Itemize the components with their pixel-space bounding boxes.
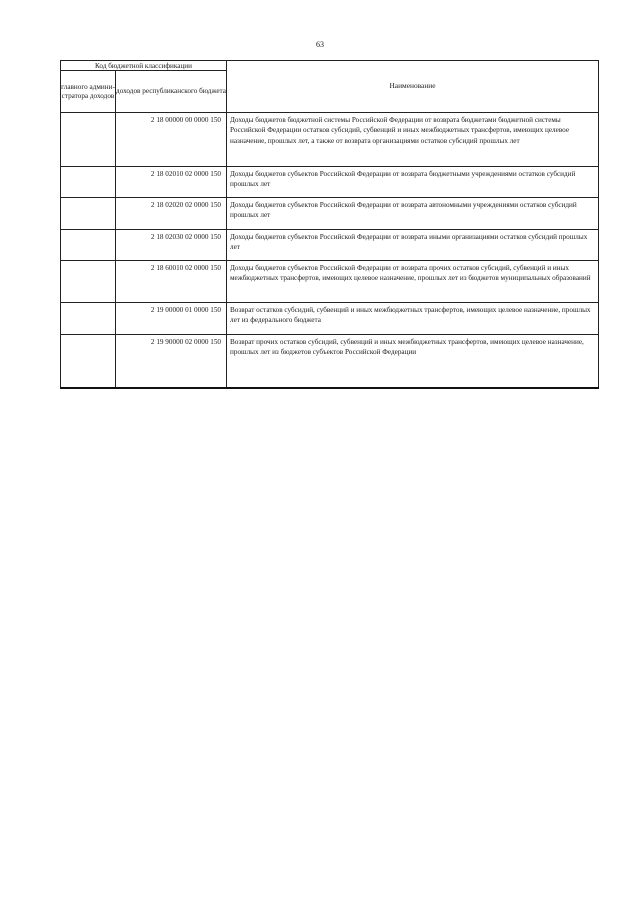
header-budget-classification-code: Код бюджетной классификации [61, 61, 227, 71]
cell-admin [61, 198, 116, 230]
cell-code: 2 19 90000 02 0000 150 [116, 335, 227, 389]
table-row [61, 113, 599, 167]
cell-admin [61, 230, 116, 261]
cell-name: Возврат прочих остатков субсидий, субвенций и иных межбюджетных трансфертов, имеющих целевое назначение, прошлых лет из бюджетов субъектов Российской Федерации [227, 335, 599, 389]
cell-code: 2 18 00000 00 0000 150 [116, 113, 227, 167]
header-chief-administrator: главного админи-стратора доходов [61, 71, 116, 113]
budget-classification-table [60, 60, 599, 389]
cell-admin [61, 167, 116, 198]
cell-name: Доходы бюджетов бюджетной системы Российской Федерации от возврата бюджетами бюджетной системы Российской Федерации остатков субсидий, субвенций и иных межбюджетных трансфертов, имеющих целевое назначение, прошлых лет, а также от возврата организациями остатков субсидий прошлых лет [227, 113, 599, 167]
cell-admin [61, 113, 116, 167]
cell-name: Доходы бюджетов субъектов Российской Федерации от возврата бюджетными учреждениями остатков субсидий прошлых лет [227, 167, 599, 198]
table-row [61, 198, 599, 230]
cell-admin [61, 303, 116, 335]
table-row [61, 303, 599, 335]
header-name: Наименование [227, 61, 599, 113]
cell-name: Доходы бюджетов субъектов Российской Федерации от возврата прочих остатков субсидий, субвенций и иных межбюджетных трансфертов, имеющих целевое назначение, прошлых лет из бюджетов муниципальных образований [227, 261, 599, 303]
cell-code: 2 19 00000 01 0000 150 [116, 303, 227, 335]
cell-code: 2 18 02020 02 0000 150 [116, 198, 227, 230]
table-row [61, 230, 599, 261]
cell-admin [61, 335, 116, 389]
cell-name: Доходы бюджетов субъектов Российской Федерации от возврата иными организациями остатков субсидий прошлых лет [227, 230, 599, 261]
cell-name: Возврат остатков субсидий, субвенций и иных межбюджетных трансфертов, имеющих целевое назначение, прошлых лет из федерального бюджета [227, 303, 599, 335]
table-row [61, 335, 599, 389]
cell-code: 2 18 02030 02 0000 150 [116, 230, 227, 261]
page-number: 63 [316, 40, 324, 49]
cell-code: 2 18 02010 02 0000 150 [116, 167, 227, 198]
cell-name: Доходы бюджетов субъектов Российской Федерации от возврата автономными учреждениями остатков субсидий прошлых лет [227, 198, 599, 230]
table-row [61, 261, 599, 303]
table-row [61, 167, 599, 198]
cell-admin [61, 261, 116, 303]
header-revenue-code: доходов республиканского бюджета [116, 71, 227, 113]
cell-code: 2 18 60010 02 0000 150 [116, 261, 227, 303]
